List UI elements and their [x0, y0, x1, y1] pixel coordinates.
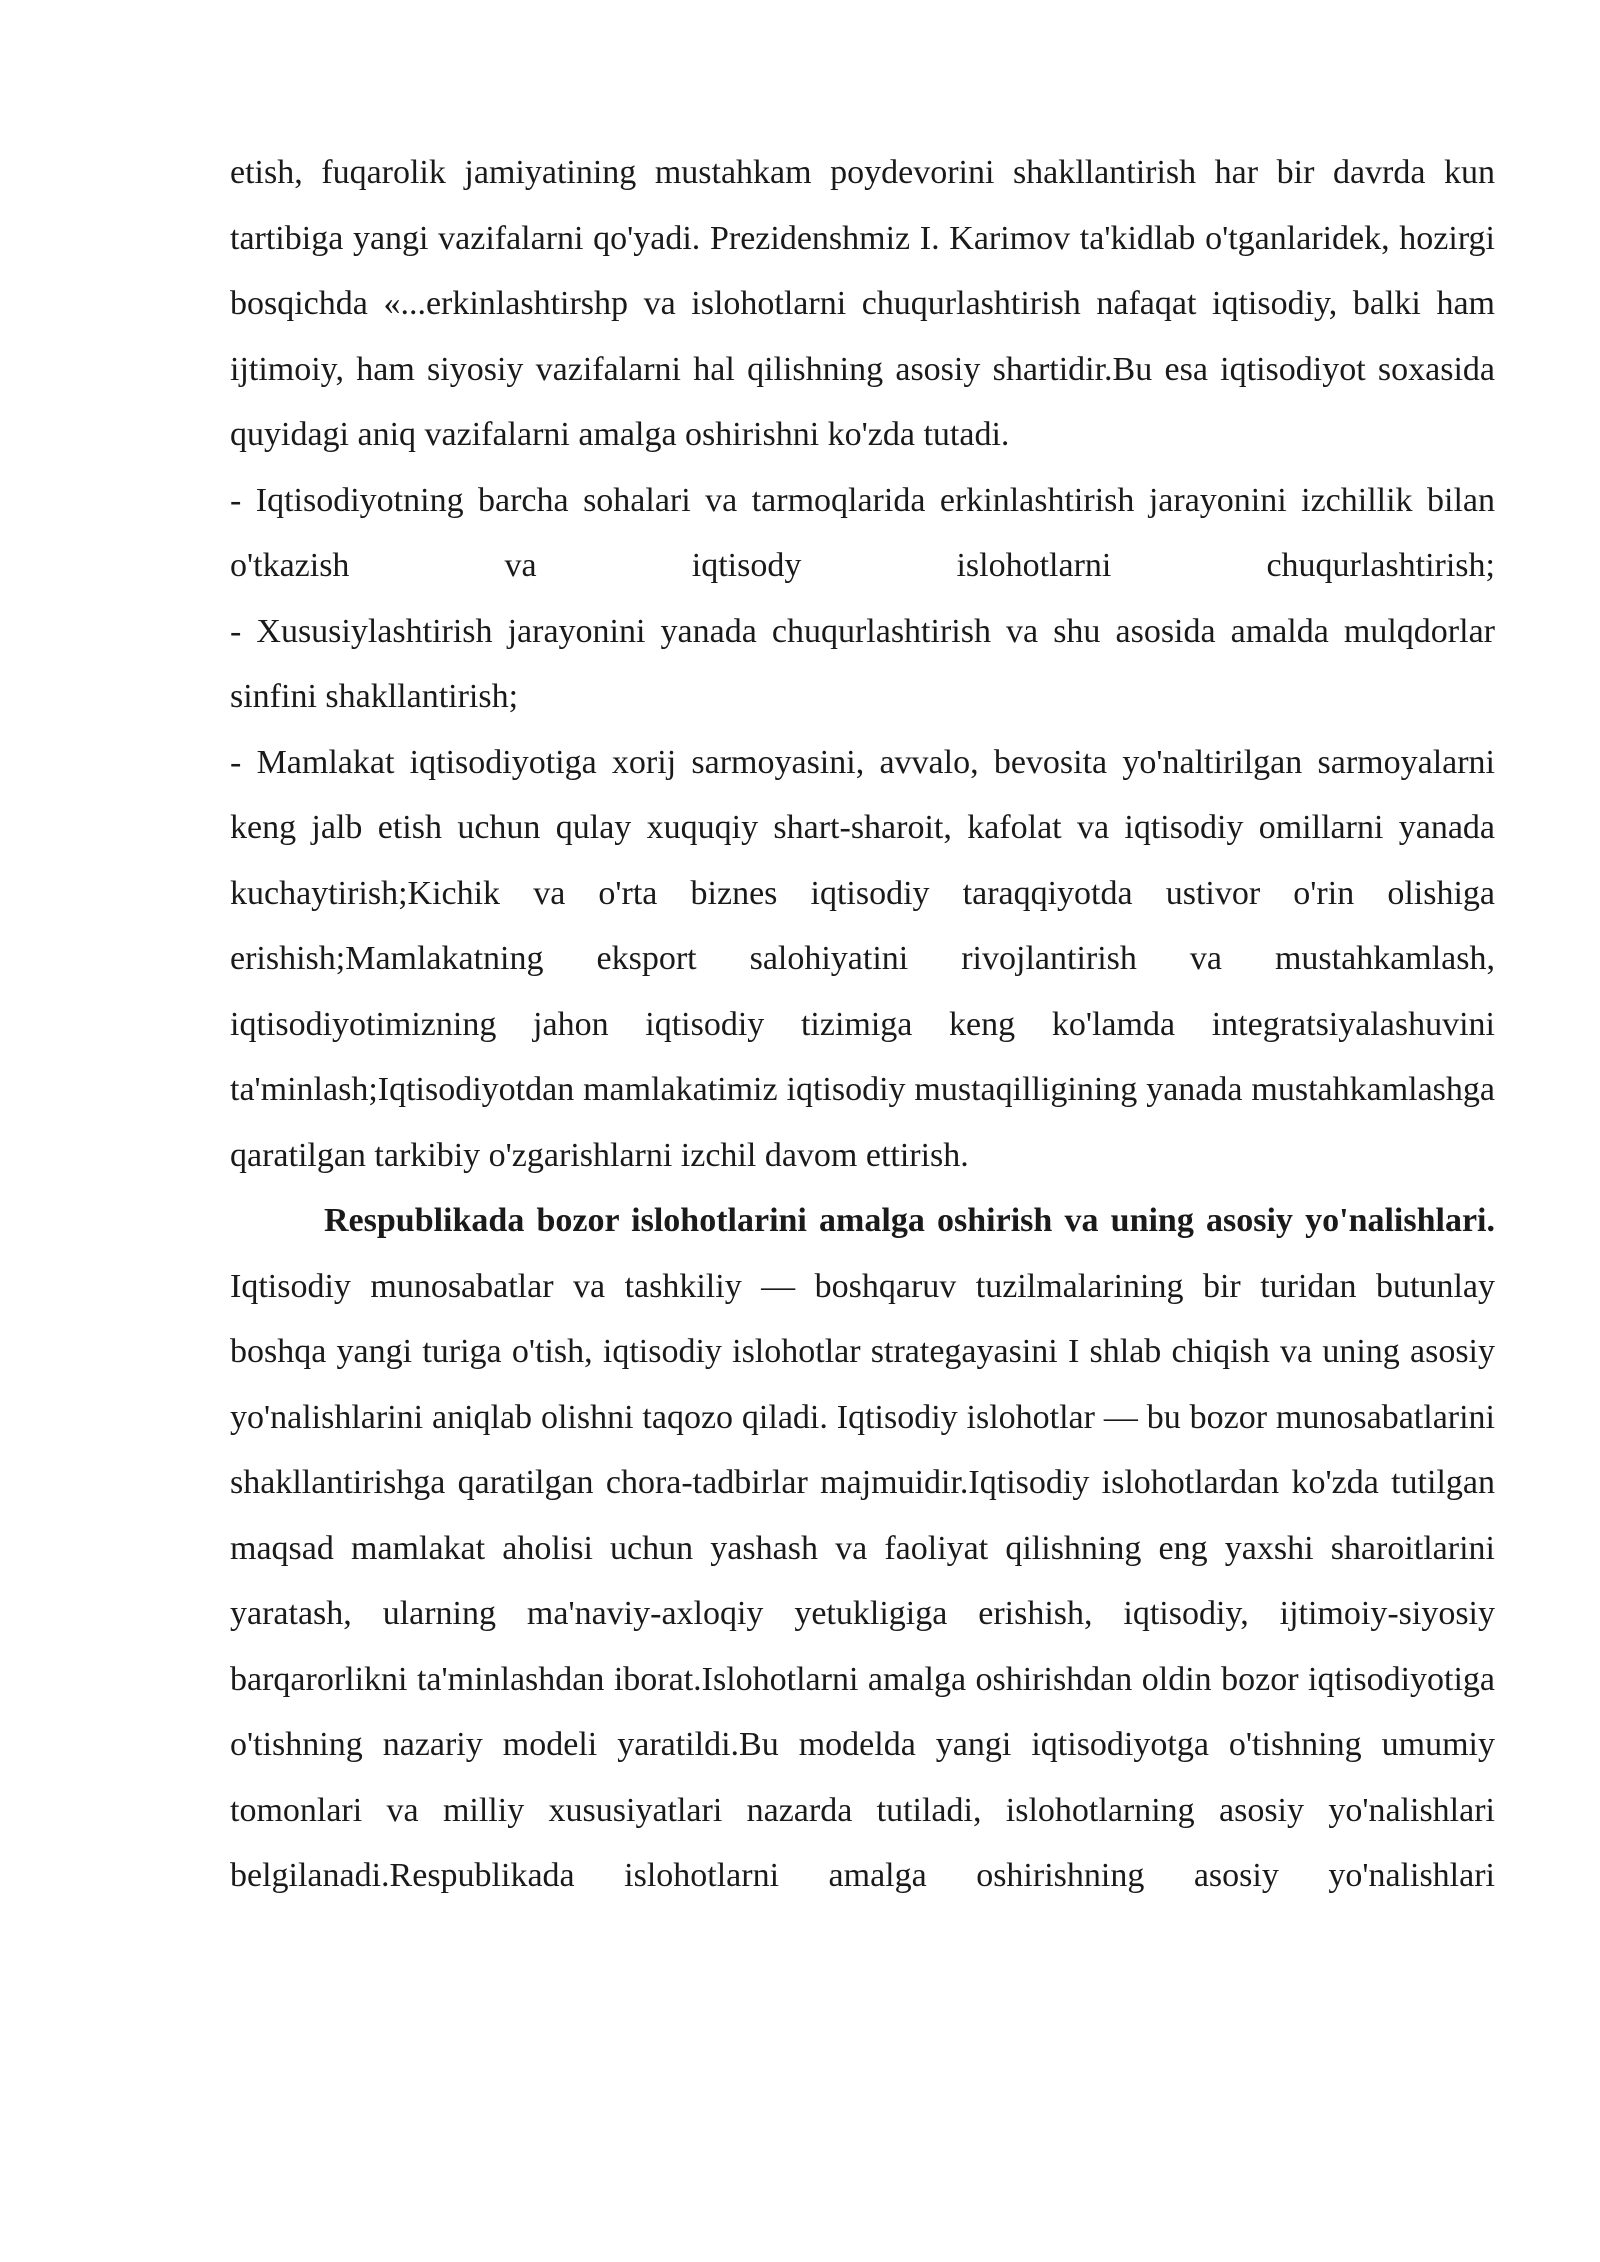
document-page: [230, 140, 1495, 1909]
list-item-privatization: - Xususiylashtirish jarayonini yanada chuqurlashtirish va shu asosida amalda mulqdorlar sinfini shakllantirish;: [230, 612, 1495, 715]
list-item-investment: - Mamlakat iqtisodiyotiga xorij sarmoyasini, avvalo, bevosita yo'naltirilgan sarmoyalarni keng jalb etish uchun qulay xuquqiy shart-sharoit, kafolat va iqtisodiy omillarni yanada kuchaytirish;Kichik va o'rta biznes iqtisodiy taraqqiyotda ustivor o'rin olishiga erishish;Mamlakatning eksport salohiyatini rivojlantirish va mustahkamlash, iqtisodiyotimizning jahon iqtisodiy tizimiga keng ko'lamda integratsiyalashuvini ta'minlash;Iqtisodiyotdan mamlakatimiz iqtisodiy mustaqilligining yanada mustahkamlashga qaratilgan tarkibiy o'zgarishlarni izchil davom ettirish.: [230, 743, 1495, 1174]
list-item-liberalization: - Iqtisodiyotning barcha sohalari va tarmoqlarida erkinlashtirish jarayonini izchillik bilan o'tkazish va iqtisody islohotlarni chuqurlashtirish;: [230, 481, 1495, 584]
paragraph-reforms-body: Iqtisodiy munosabatlar va tashkiliy — boshqaruv tuzilmalarining bir turidan butunlay boshqa yangi turiga o'tish, iqtisodiy islohotlar strategayasini I shlab chiqish va uning asosiy yo'nalishlarini aniqlab olishni taqozo qiladi. Iqtisodiy islohotlar — bu bozor munosabatlarini shakllantirishga qaratilgan chora-tadbirlar majmuidir.Iqtisodiy islohotlardan ko'zda tutilgan maqsad mamlakat aholisi uchun yashash va faoliyat qilishning eng yaxshi sharoitlarini yaratash, ularning ma'naviy-axloqiy yetukligiga erishish, iqtisodiy, ijtimoiy-siyosiy barqarorlikni ta'minlashdan iborat.Islohotlarni amalga oshirishdan oldin bozor iqtisodiyotiga o'tishning nazariy modeli yaratildi.Bu modelda yangi iqtisodiyotga o'tishning umumiy tomonlari va milliy xususiyatlari nazarda tutiladi, islohotlarning asosiy yo'nalishlari belgilanadi.Respublikada islohotlarni amalga oshirishning asosiy yo'nalishlari: [230, 1267, 1495, 1894]
paragraph-reforms: [230, 1188, 1495, 1909]
paragraph-intro: etish, fuqarolik jamiyatining mustahkam poydevorini shakllantirish har bir davrda kun tartibiga yangi vazifalarni qo'yadi. Prezidenshmiz I. Karimov ta'kidlab o'tganlaridek, hozirgi bosqichda «...erkinlashtirshp va islohotlarni chuqurlashtirish nafaqat iqtisodiy, balki ham ijtimoiy, ham siyosiy vazifalarni hal qilishning asosiy shartidir.Bu esa iqtisodiyot soxasida quyidagi aniq vazifalarni amalga oshirishni ko'zda tutadi.: [230, 154, 1495, 453]
section-heading: Respublikada bozor islohotlarini amalga oshirish va uning asosiy yo'nalishlari.: [324, 1202, 1495, 1239]
